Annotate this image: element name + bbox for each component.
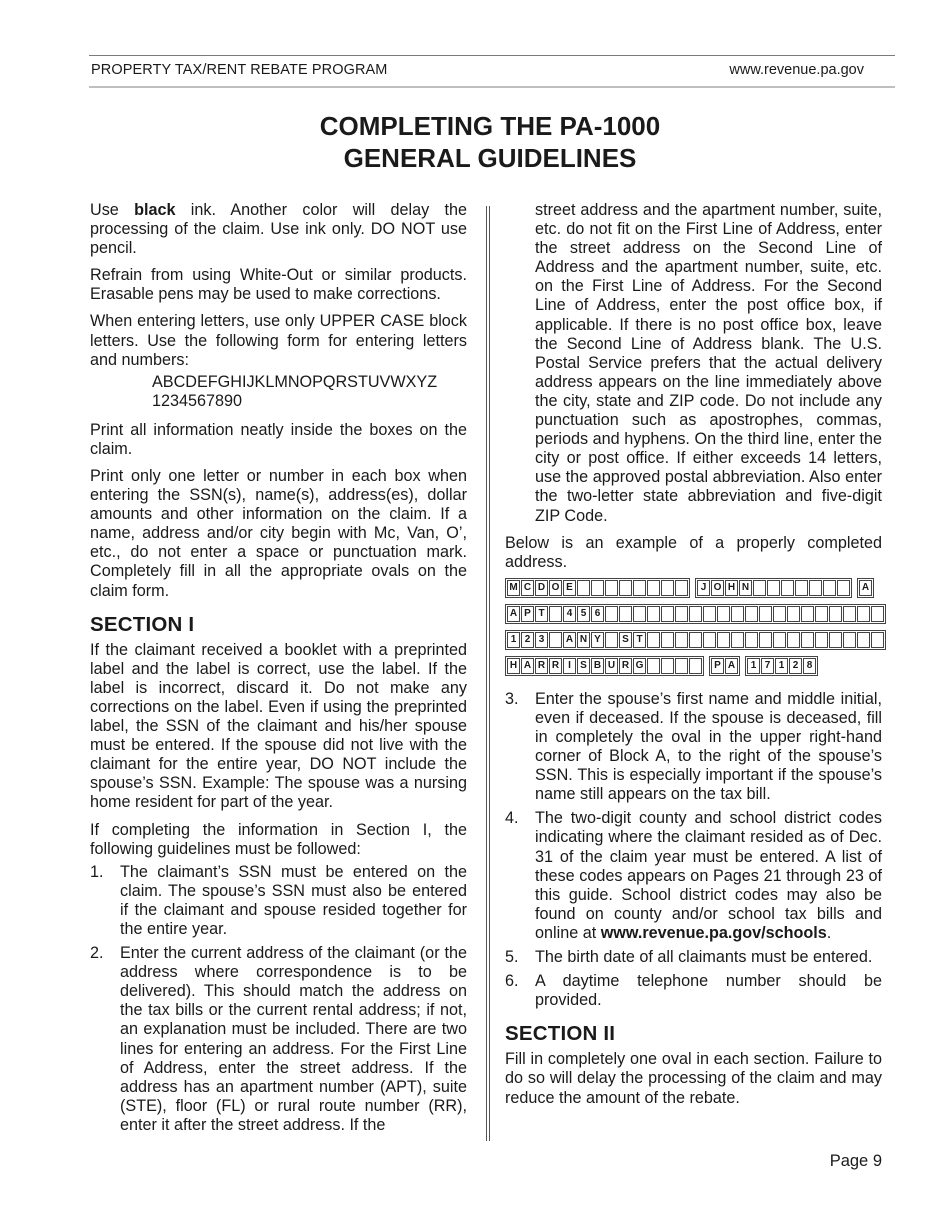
page-number: Page 9 — [829, 1152, 882, 1170]
address-char-box: A — [563, 632, 576, 648]
address-char-box — [871, 632, 884, 648]
address-char-box: N — [577, 632, 590, 648]
page-title — [0, 110, 950, 174]
address-char-box — [843, 606, 856, 622]
school-codes-link: www.revenue.pa.gov/schools — [600, 923, 827, 942]
address-char-box — [549, 606, 562, 622]
address-char-box — [675, 632, 688, 648]
address-char-box — [661, 580, 674, 596]
address-char-box — [823, 580, 836, 596]
column-divider — [486, 206, 490, 1141]
address-char-box — [661, 606, 674, 622]
title-line-2: GENERAL GUIDELINES — [343, 143, 637, 173]
address-char-box — [809, 580, 822, 596]
address-char-box — [619, 580, 632, 596]
left-column — [90, 201, 467, 1140]
address-char-box: 1 — [747, 658, 760, 674]
address-char-box: 5 — [577, 606, 590, 622]
list-item: 5. The birth date of all claimants must be entered. — [505, 948, 873, 966]
address-char-box — [675, 606, 688, 622]
address-char-box: T — [535, 606, 548, 622]
address-char-box: 1 — [507, 632, 520, 648]
address-char-box — [717, 606, 730, 622]
address-box-group — [505, 578, 690, 598]
address-char-box: 4 — [563, 606, 576, 622]
address-char-box: C — [521, 580, 534, 596]
address-char-box: 7 — [761, 658, 774, 674]
address-char-box — [759, 632, 772, 648]
address-char-box — [801, 606, 814, 622]
paragraph-label: If the claimant received a booklet with a preprinted label and the label is correct, use the label. If the label is incorrect, discard it. Do not make any corrections on the label. Even if using the preprinted label, the SSN of the claimant and his/her spouse must be entered. If the spouse did not live with the claimant for the entire year, DO NOT include the spouse’s SSN. Example: The spouse was a nursing home resident for part of the year. — [90, 640, 467, 812]
address-char-box — [675, 658, 688, 674]
list-item: 4. The two-digit county and school district codes indicating where the claimant resided as of Dec. 31 of the claim year must be entered. A list of these codes appears on Pages 21 through 23 of this guide. School district codes may also be found on county and/or school tax bills and online at www.revenue.pa.gov/schools. — [505, 809, 882, 942]
address-char-box — [787, 606, 800, 622]
address-char-box: A — [725, 658, 738, 674]
address-char-box — [871, 606, 884, 622]
address-char-box: S — [619, 632, 632, 648]
address-box-group — [695, 578, 852, 598]
address-example-row — [505, 656, 882, 676]
address-char-box — [773, 606, 786, 622]
list-item: 2. Enter the current address of the claimant (or the address where correspondence is to be delivered). This should match the address on the tax bills or the current rental address; if not, an explanation must be included. There are two lines for entering an address. For the First Line of Address, enter the street address. If the address has an apartment number (APT), suite (STE), floor (FL) or rural route number (RR), enter it after the street address. If the — [90, 944, 467, 1134]
paragraph-address-continued: street address and the apartment number, suite, etc. do not fit on the First Line of Address, enter the street address on the Second Line of Address and the apartment number, suite, etc. on the First Line of Address. For the Second Line of Address, enter the post office box, if applicable. If there is no post office box, leave the Second Line of Address blank. The U.S. Postal Service prefers that the actual delivery address appears on the line immediately above the city, state and ZIP code. Do not include any punctuation such as apostrophes, commas, periods and hyphens. On the third line, enter the city or post office. If either exceeds 14 letters, use the approved postal abbreviation. Also enter the two-letter state abbreviation and five-digit ZIP Code. — [535, 201, 882, 525]
address-char-box: M — [507, 580, 520, 596]
address-char-box — [801, 632, 814, 648]
address-char-box — [605, 580, 618, 596]
address-char-box: A — [859, 580, 872, 596]
list-item: 1. The claimant’s SSN must be entered on the claim. The spouse’s SSN must also be entered if the claimant and spouse resided together for the entire year. — [90, 862, 467, 938]
address-char-box — [795, 580, 808, 596]
address-char-box: 2 — [789, 658, 802, 674]
address-box-group — [709, 656, 740, 676]
header-program-name: PROPERTY TAX/RENT REBATE PROGRAM — [91, 62, 388, 78]
paragraph-example-intro: Below is an example of a properly completed address. — [505, 533, 882, 571]
address-char-box — [787, 632, 800, 648]
address-example-row — [505, 578, 882, 598]
address-char-box: T — [633, 632, 646, 648]
address-box-group — [505, 604, 886, 624]
address-char-box: U — [605, 658, 618, 674]
address-char-box: H — [725, 580, 738, 596]
address-char-box: N — [739, 580, 752, 596]
address-char-box — [703, 606, 716, 622]
address-char-box — [549, 632, 562, 648]
address-box-group — [505, 630, 886, 650]
address-char-box: D — [535, 580, 548, 596]
address-char-box: P — [711, 658, 724, 674]
address-char-box: S — [577, 658, 590, 674]
address-char-box — [661, 632, 674, 648]
character-sample — [152, 373, 467, 411]
address-char-box: I — [563, 658, 576, 674]
section-1-heading: SECTION I — [90, 612, 195, 636]
address-char-box — [829, 606, 842, 622]
address-box-group — [745, 656, 818, 676]
address-char-box — [767, 580, 780, 596]
address-char-box: G — [633, 658, 646, 674]
address-char-box — [773, 632, 786, 648]
address-char-box — [591, 580, 604, 596]
address-char-box: Y — [591, 632, 604, 648]
address-char-box: 3 — [535, 632, 548, 648]
title-line-1: COMPLETING THE PA-1000 — [319, 111, 661, 141]
numbers-sample: 1234567890 — [152, 391, 243, 410]
address-char-box — [717, 632, 730, 648]
paragraph-uppercase: When entering letters, use only UPPER CASE block letters. Use the following form for entering letters and numbers: — [90, 312, 467, 369]
address-char-box — [633, 580, 646, 596]
header-rule-bottom — [89, 86, 895, 88]
address-char-box — [837, 580, 850, 596]
address-char-box — [731, 606, 744, 622]
address-char-box — [647, 580, 660, 596]
address-char-box — [745, 632, 758, 648]
address-char-box — [815, 606, 828, 622]
address-char-box — [689, 632, 702, 648]
address-char-box — [759, 606, 772, 622]
address-char-box — [689, 606, 702, 622]
list-item: 6. A daytime telephone number should be provided. — [505, 972, 882, 1010]
address-example-row — [505, 604, 882, 624]
address-char-box: R — [619, 658, 632, 674]
paragraph-one-per-box: Print only one letter or number in each box when entering the SSN(s), name(s), address(es), dollar amounts and other information on the claim. If a name, address and/or city begin with Mc, Van, O’, etc., do not enter a space or punctuation mark. Completely fill in all the appropriate ovals on the claim form. — [90, 466, 467, 600]
section-2-heading: SECTION II — [505, 1022, 616, 1046]
address-char-box: 2 — [521, 632, 534, 648]
header-website: www.revenue.pa.gov — [729, 62, 864, 78]
address-char-box: 8 — [803, 658, 816, 674]
address-char-box: A — [507, 606, 520, 622]
address-char-box — [857, 632, 870, 648]
address-char-box — [781, 580, 794, 596]
address-char-box: R — [535, 658, 548, 674]
header-rule-top — [89, 55, 895, 56]
paragraph-whiteout: Refrain from using White-Out or similar products. Erasable pens may be used to make corrections. — [90, 266, 467, 304]
address-char-box: R — [549, 658, 562, 674]
address-example — [505, 578, 882, 676]
address-box-group — [505, 656, 704, 676]
address-char-box — [815, 632, 828, 648]
address-example-row — [505, 630, 882, 650]
address-char-box — [745, 606, 758, 622]
address-char-box: O — [549, 580, 562, 596]
address-char-box — [843, 632, 856, 648]
paragraph-section-2: Fill in completely one oval in each section. Failure to do so will delay the processing of the claim and may reduce the amount of the rebate. — [505, 1050, 882, 1107]
address-char-box — [619, 606, 632, 622]
address-char-box — [675, 580, 688, 596]
address-box-group — [857, 578, 874, 598]
paragraph-guidelines-intro: If completing the information in Section I, the following guidelines must be followed: — [90, 820, 467, 858]
address-char-box — [661, 658, 674, 674]
address-char-box — [577, 580, 590, 596]
paragraph-ink: Use black ink. Another color will delay the processing of the claim. Use ink only. DO NOT use pencil. — [90, 201, 467, 258]
address-char-box — [857, 606, 870, 622]
address-char-box — [647, 658, 660, 674]
address-char-box: 1 — [775, 658, 788, 674]
address-char-box — [633, 606, 646, 622]
address-char-box: O — [711, 580, 724, 596]
address-char-box: A — [521, 658, 534, 674]
address-char-box — [647, 606, 660, 622]
address-char-box: H — [507, 658, 520, 674]
address-char-box: 6 — [591, 606, 604, 622]
address-char-box — [647, 632, 660, 648]
address-char-box: B — [591, 658, 604, 674]
right-column — [505, 201, 882, 1116]
address-char-box — [689, 658, 702, 674]
paragraph-print-neatly: Print all information neatly inside the boxes on the claim. — [90, 420, 467, 458]
letters-sample: ABCDEFGHIJKLMNOPQRSTUVWXYZ — [152, 372, 438, 391]
address-char-box — [605, 632, 618, 648]
address-char-box — [605, 606, 618, 622]
address-char-box: P — [521, 606, 534, 622]
address-char-box: E — [563, 580, 576, 596]
address-char-box — [829, 632, 842, 648]
address-char-box — [731, 632, 744, 648]
address-char-box — [703, 632, 716, 648]
address-char-box: J — [697, 580, 710, 596]
list-item: 3. Enter the spouse’s first name and middle initial, even if deceased. If the spouse is deceased, fill in completely the oval in the upper right-hand corner of Block A, to the right of the spouse’s SSN. This is especially important if the spouse’s name still appears on the tax bill. — [505, 689, 882, 804]
address-char-box — [753, 580, 766, 596]
